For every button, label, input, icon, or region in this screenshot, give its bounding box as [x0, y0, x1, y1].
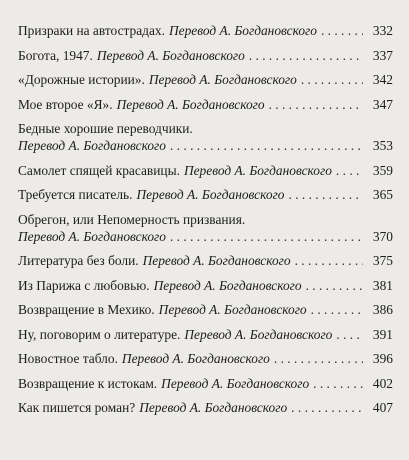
- dot-leader: [289, 186, 364, 203]
- entry-translator: Перевод А. Богдановского: [139, 400, 288, 415]
- toc-line: [18, 326, 393, 343]
- toc-entry: [18, 22, 393, 39]
- toc-entry: [18, 96, 393, 113]
- page-number: 381: [372, 277, 393, 293]
- entry-translator: Перевод А. Богдановского: [18, 228, 166, 244]
- entry-translator: Перевод А. Богдановского: [142, 253, 291, 268]
- toc-entry: [18, 120, 393, 154]
- dot-leader: [311, 301, 363, 318]
- dot-leader: [336, 162, 363, 179]
- page-number: 365: [372, 187, 393, 202]
- table-of-contents: [18, 22, 393, 416]
- toc-entry: [18, 350, 393, 367]
- dot-leader: [170, 228, 363, 245]
- page-number: 375: [372, 253, 393, 268]
- toc-entry: [18, 252, 393, 269]
- toc-line: [18, 71, 393, 88]
- toc-entry: [18, 326, 393, 343]
- page-number: 337: [372, 47, 393, 63]
- entry-title: Новостное табло.: [18, 351, 118, 366]
- dot-leader: [249, 47, 363, 64]
- entry-translator: Перевод А. Богдановского: [136, 187, 285, 202]
- toc-line: [18, 137, 393, 154]
- dot-leader: [170, 137, 363, 154]
- entry-title: Мое второе «Я».: [18, 96, 113, 112]
- toc-line: [18, 350, 393, 367]
- entry-title: «Дорожные истории».: [18, 72, 145, 87]
- entry-title: Возвращение в Мехико.: [18, 302, 155, 317]
- toc-line: [18, 22, 393, 39]
- entry-title: Обрегон, или Непомерность призвания.: [18, 211, 246, 227]
- entry-translator: Перевод А. Богдановского: [121, 351, 270, 366]
- toc-line: [18, 47, 393, 64]
- entry-title: Призраки на автострадах.: [18, 23, 165, 38]
- toc-line: [18, 399, 393, 416]
- dot-leader: [306, 277, 363, 294]
- page-number: 359: [372, 162, 393, 178]
- page-number: 386: [372, 302, 393, 317]
- dot-leader: [301, 71, 363, 88]
- dot-leader: [291, 399, 363, 416]
- toc-entry: [18, 162, 393, 179]
- entry-translator: Перевод А. Богдановского: [96, 47, 245, 63]
- entry-title: Ну, поговорим о литературе.: [18, 326, 181, 342]
- dot-leader: [313, 375, 363, 392]
- entry-translator: Перевод А. Богдановского: [153, 277, 302, 293]
- entry-title: Возвращение к истокам.: [18, 375, 158, 391]
- entry-translator: Перевод А. Богдановского: [183, 162, 332, 178]
- toc-entry: [18, 47, 393, 64]
- entry-title: Бедные хорошие переводчики.: [18, 121, 193, 136]
- entry-translator: Перевод А. Богдановского: [168, 23, 317, 38]
- toc-line: [18, 301, 393, 318]
- dot-leader: [295, 252, 363, 269]
- entry-translator: Перевод А. Богдановского: [158, 302, 307, 317]
- toc-line: [18, 252, 393, 269]
- entry-title: Самолет спящей красавицы.: [18, 162, 180, 178]
- toc-entry: [18, 399, 393, 416]
- toc-entry: [18, 277, 393, 294]
- page-number: 391: [372, 326, 393, 342]
- dot-leader: [336, 326, 363, 343]
- page-number: 347: [372, 96, 393, 112]
- toc-line: [18, 162, 393, 179]
- entry-title: Богота, 1947.: [18, 47, 93, 63]
- toc-entry: [18, 211, 393, 245]
- toc-line: [18, 277, 393, 294]
- dot-leader: [274, 350, 363, 367]
- toc-entry: [18, 186, 393, 203]
- entry-title: Как пишется роман?: [18, 400, 136, 415]
- entry-translator: Перевод А. Богдановского: [184, 326, 333, 342]
- entry-title: Литература без боли.: [18, 253, 139, 268]
- entry-translator: Перевод А. Богдановского: [18, 138, 166, 153]
- page-number: 396: [372, 351, 393, 366]
- dot-leader: [269, 96, 363, 113]
- entry-translator: Перевод А. Богдановского: [148, 72, 297, 87]
- page-number: 353: [372, 138, 393, 153]
- page-number: 342: [372, 72, 393, 87]
- toc-entry: [18, 301, 393, 318]
- toc-line: [18, 186, 393, 203]
- page-number: 407: [372, 400, 393, 415]
- toc-entry: [18, 375, 393, 392]
- entry-title: Требуется писатель.: [18, 187, 133, 202]
- entry-translator: Перевод А. Богдановского: [161, 375, 310, 391]
- entry-translator: Перевод А. Богдановского: [116, 96, 265, 112]
- toc-entry: [18, 71, 393, 88]
- page-number: 370: [372, 228, 393, 244]
- dot-leader: [321, 22, 363, 39]
- toc-line: [18, 375, 393, 392]
- entry-title: Из Парижа с любовью.: [18, 277, 150, 293]
- toc-line: [18, 96, 393, 113]
- page-number: 402: [372, 375, 393, 391]
- page-number: 332: [372, 23, 393, 38]
- toc-line: [18, 228, 393, 245]
